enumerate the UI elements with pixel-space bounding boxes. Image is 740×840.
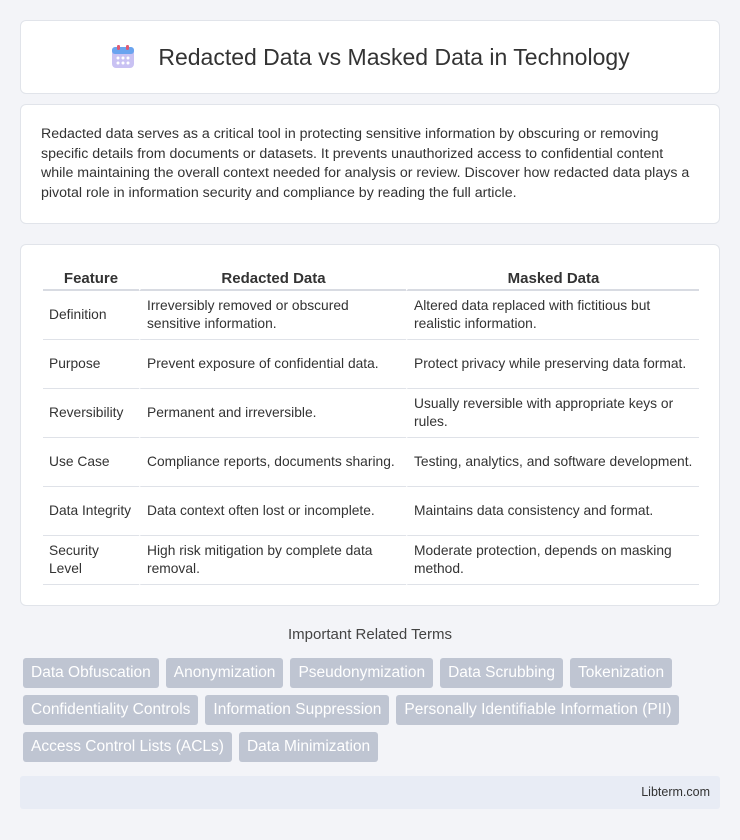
- related-terms-title: Important Related Terms: [288, 626, 452, 643]
- related-term-tag[interactable]: Pseudonymization: [290, 658, 433, 688]
- redacted-cell: Irreversibly removed or obscured sensitive information.: [139, 291, 406, 340]
- redacted-cell: Data context often lost or incomplete.: [139, 487, 406, 536]
- redacted-cell: Compliance reports, documents sharing.: [139, 438, 406, 487]
- related-term-tag[interactable]: Data Scrubbing: [440, 658, 563, 688]
- header-masked: Masked Data: [406, 265, 699, 291]
- feature-cell: Security Level: [43, 536, 139, 585]
- intro-text: Redacted data serves as a critical tool in protecting sensitive information by obscuring or removing specific details from documents or datasets. It prevents unauthorized access to confidential content while maintaining the overall context needed for analysis or review. Discover how redacted data plays a pivotal role in information security and compliance by reading the full article.: [41, 126, 690, 201]
- related-term-tag[interactable]: Confidentiality Controls: [23, 695, 198, 725]
- table-header-row: [43, 265, 699, 291]
- comparison-table: [43, 265, 699, 585]
- masked-cell: Maintains data consistency and format.: [406, 487, 699, 536]
- related-term-tag[interactable]: Data Minimization: [239, 732, 378, 762]
- masked-cell: Altered data replaced with fictitious but realistic information.: [406, 291, 699, 340]
- masked-cell: Moderate protection, depends on masking method.: [406, 536, 699, 585]
- related-term-tag[interactable]: Personally Identifiable Information (PII): [396, 695, 679, 725]
- masked-cell: Usually reversible with appropriate keys or rules.: [406, 389, 699, 438]
- feature-cell: Purpose: [43, 340, 139, 389]
- feature-cell: Reversibility: [43, 389, 139, 438]
- related-term-tag[interactable]: Anonymization: [166, 658, 284, 688]
- calendar-icon: [110, 44, 136, 70]
- redacted-cell: Prevent exposure of confidential data.: [139, 340, 406, 389]
- redacted-cell: High risk mitigation by complete data removal.: [139, 536, 406, 585]
- related-term-tag[interactable]: Tokenization: [570, 658, 672, 688]
- table-row: [43, 438, 699, 487]
- footer: [20, 776, 720, 809]
- title-card: [20, 20, 720, 94]
- redacted-cell: Permanent and irreversible.: [139, 389, 406, 438]
- masked-cell: Protect privacy while preserving data format.: [406, 340, 699, 389]
- table-row: [43, 291, 699, 340]
- comparison-card: [20, 244, 720, 606]
- feature-cell: Use Case: [43, 438, 139, 487]
- intro-card: [20, 104, 720, 224]
- header-redacted: Redacted Data: [139, 265, 406, 291]
- feature-cell: Data Integrity: [43, 487, 139, 536]
- page-title: Redacted Data vs Masked Data in Technology: [158, 43, 630, 70]
- footer-link[interactable]: Libterm.com: [641, 785, 710, 799]
- related-term-tag[interactable]: Access Control Lists (ACLs): [23, 732, 232, 762]
- masked-cell: Testing, analytics, and software development.: [406, 438, 699, 487]
- table-row: [43, 487, 699, 536]
- table-row: [43, 389, 699, 438]
- related-terms-list: [23, 658, 723, 769]
- related-term-tag[interactable]: Data Obfuscation: [23, 658, 159, 688]
- related-term-tag[interactable]: Information Suppression: [205, 695, 389, 725]
- table-row: [43, 340, 699, 389]
- table-row: [43, 536, 699, 585]
- feature-cell: Definition: [43, 291, 139, 340]
- header-feature: Feature: [43, 265, 139, 291]
